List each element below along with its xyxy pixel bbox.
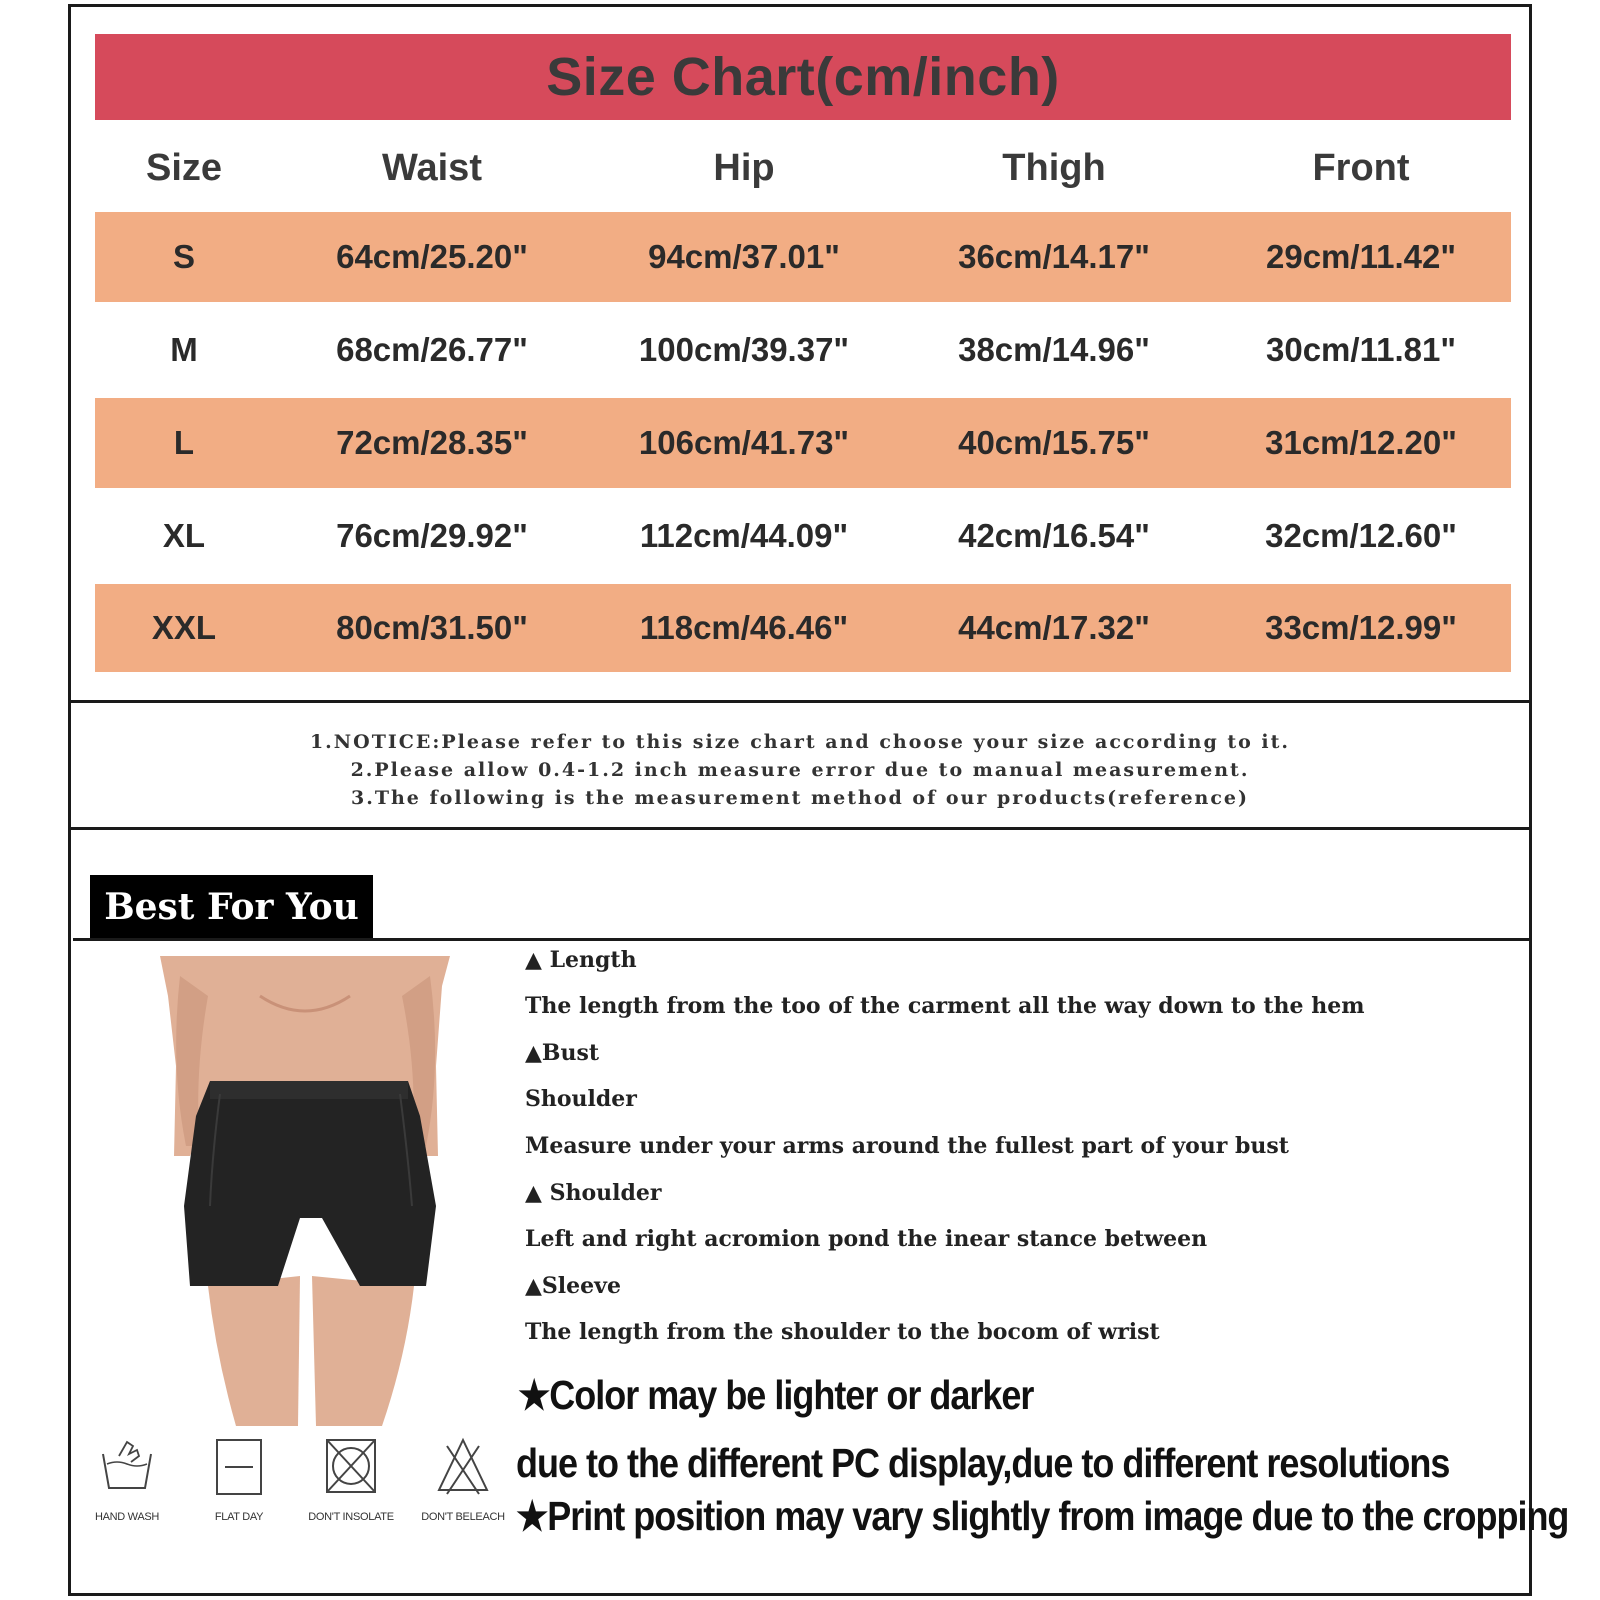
section-divider: [68, 700, 1532, 703]
care-do-not-bleach: [418, 1436, 508, 1523]
cell-thigh: 38cm/14.96": [958, 331, 1150, 368]
table-header-row: [95, 128, 1511, 208]
care-label: DON'T BELEACH: [421, 1511, 505, 1523]
header-hip: Hip: [713, 146, 775, 189]
flat-dry-icon: [209, 1436, 269, 1496]
best-for-you-rule: [73, 938, 1529, 941]
page-title: Size Chart(cm/inch): [546, 47, 1060, 107]
cell-waist: 68cm/26.77": [336, 331, 528, 368]
section-divider: [68, 827, 1532, 830]
table-row: [95, 398, 1511, 488]
cell-waist: 76cm/29.92": [336, 517, 528, 554]
do-not-tumble-dry-icon: [321, 1436, 381, 1496]
notice-line: 1.NOTICE:Please refer to this size chart and choose your size according to it.: [309, 731, 1291, 753]
length-heading: ▲ Length: [525, 947, 637, 973]
hand-wash-icon: [97, 1436, 157, 1496]
cell-thigh: 44cm/17.32": [958, 609, 1150, 646]
cell-front: 33cm/12.99": [1265, 609, 1457, 646]
cell-size: M: [170, 331, 198, 368]
shoulder-text: Left and right acromion pond the inear stance between: [525, 1226, 1208, 1252]
care-label: DON'T INSOLATE: [308, 1511, 394, 1523]
shoulder-heading: ▲ Shoulder: [525, 1180, 662, 1206]
cell-waist: 72cm/28.35": [336, 424, 528, 461]
cell-hip: 100cm/39.37": [638, 331, 850, 368]
cell-hip: 94cm/37.01": [648, 238, 840, 275]
color-note: ★Color may be lighter or darker: [518, 1372, 1034, 1418]
table-row: [95, 212, 1511, 302]
notice-line: 2.Please allow 0.4-1.2 inch measure error due to manual measurement.: [350, 759, 1250, 781]
cell-front: 31cm/12.20": [1265, 424, 1457, 461]
care-flat-dry: [194, 1436, 284, 1523]
table-row: [95, 584, 1511, 672]
cell-waist: 80cm/31.50": [336, 609, 528, 646]
best-for-you-label: Best For You: [104, 886, 359, 928]
table-row: [95, 491, 1511, 581]
care-label: HAND WASH: [94, 1511, 160, 1523]
care-do-not-tumble-dry: [306, 1436, 396, 1523]
product-photo: [150, 956, 460, 1426]
print-position-note: ★Print position may vary slightly from image due to the cropping: [516, 1493, 1569, 1539]
notice-block: [70, 728, 1530, 812]
cell-hip: 118cm/46.46": [639, 609, 849, 646]
header-size: Size: [145, 146, 223, 189]
cell-waist: 64cm/25.20": [336, 238, 528, 275]
cell-thigh: 42cm/16.54": [958, 517, 1150, 554]
cell-size: S: [172, 238, 195, 275]
cell-front: 29cm/11.42": [1266, 238, 1456, 275]
title-banner: [95, 34, 1511, 120]
length-text: The length from the too of the carment all the way down to the hem: [525, 993, 1365, 1019]
header-front: Front: [1312, 146, 1410, 189]
cell-front: 32cm/12.60": [1265, 517, 1457, 554]
cell-hip: 106cm/41.73": [638, 424, 850, 461]
header-thigh: Thigh: [1002, 146, 1106, 189]
display-note: due to the different PC display,due to different resolutions: [516, 1440, 1450, 1486]
cell-thigh: 36cm/14.17": [958, 238, 1150, 275]
care-hand-wash: [82, 1436, 172, 1523]
care-label: FLAT DAY: [214, 1511, 264, 1523]
cell-size: XL: [162, 517, 206, 554]
table-row: [95, 305, 1511, 395]
cell-front: 30cm/11.81": [1266, 331, 1456, 368]
cell-hip: 112cm/44.09": [639, 517, 849, 554]
sleeve-text: The length from the shoulder to the bocom of wrist: [525, 1319, 1160, 1345]
best-for-you-tab: [90, 875, 373, 939]
sleeve-heading: ▲Sleeve: [525, 1273, 621, 1299]
cell-size: XXL: [151, 609, 217, 646]
cell-thigh: 40cm/15.75": [958, 424, 1150, 461]
header-waist: Waist: [382, 146, 482, 189]
bust-heading: ▲Bust: [525, 1040, 600, 1066]
do-not-bleach-icon: [433, 1436, 493, 1496]
bust-text: Measure under your arms around the fullest part of your bust: [525, 1133, 1289, 1159]
cell-size: L: [173, 424, 195, 461]
bust-subheading: Shoulder: [525, 1086, 637, 1112]
notice-line: 3.The following is the measurement method of our products(reference): [350, 787, 1249, 809]
